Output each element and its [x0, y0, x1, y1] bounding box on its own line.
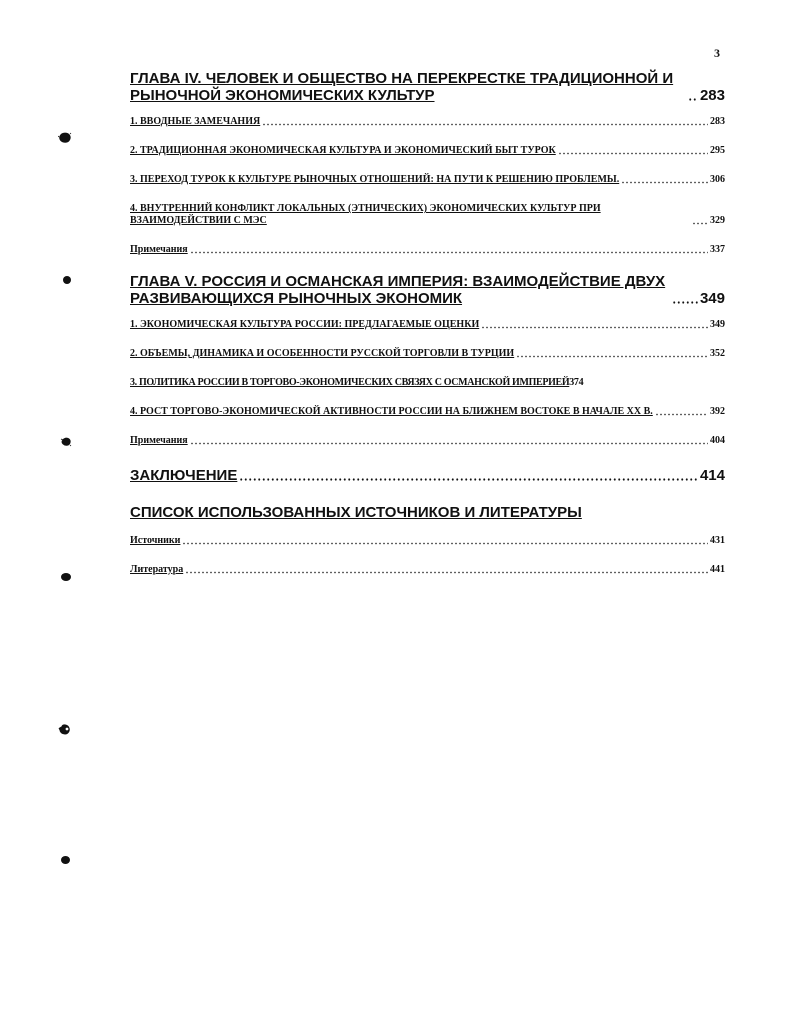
toc-section-4-1[interactable] [130, 116, 725, 128]
leader-dots [516, 349, 708, 358]
leader-dots [481, 320, 708, 329]
toc-entry-title: 1. ЭКОНОМИЧЕСКАЯ КУЛЬТУРА РОССИИ: ПРЕДЛАГАЕМЫЕ ОЦЕНКИ [130, 319, 480, 330]
leader-dots [185, 565, 708, 574]
toc-notes-5[interactable] [130, 435, 725, 447]
toc-section-4-2[interactable] [130, 145, 725, 157]
punch-hole-mark-icon [62, 275, 72, 285]
table-of-contents [130, 70, 725, 576]
toc-entry-title: ГЛАВА IV. ЧЕЛОВЕК И ОБЩЕСТВО НА ПЕРЕКРЕСТКЕ ТРАДИЦИОННОЙ И РЫНОЧНОЙ ЭКОНОМИЧЕСКИХ КУЛЬТУР [130, 70, 674, 104]
leader-dots [672, 290, 698, 304]
toc-entry-page: 349 [699, 290, 725, 307]
punch-hole-mark-icon [60, 855, 71, 865]
punch-hole-mark-icon [60, 572, 72, 582]
toc-entry-page: 295 [710, 145, 725, 156]
toc-entry-title: Примечания [130, 435, 188, 446]
toc-section-4-3[interactable] [130, 174, 725, 186]
toc-entry-title: 3. ПЕРЕХОД ТУРОК К КУЛЬТУРЕ РЫНОЧНЫХ ОТНОШЕНИЙ: НА ПУТИ К РЕШЕНИЮ ПРОБЛЕМЫ. [130, 174, 620, 185]
toc-section-4-4[interactable] [130, 203, 725, 227]
toc-entry-title: 3. ПОЛИТИКА РОССИИ В ТОРГОВО-ЭКОНОМИЧЕСКИХ СВЯЗЯХ С ОСМАНСКОЙ ИМПЕРИЕЙ [130, 377, 570, 388]
toc-entry-title: 4. РОСТ ТОРГОВО-ЭКОНОМИЧЕСКОЙ АКТИВНОСТИ РОССИИ НА БЛИЖНЕМ ВОСТОКЕ В НАЧАЛЕ XX В. [130, 406, 653, 417]
punch-hole-mark-icon [58, 132, 72, 144]
toc-entry-page: 306 [710, 174, 725, 185]
toc-entry-title: Литература [130, 564, 184, 575]
toc-entry-title: 2. ТРАДИЦИОННАЯ ЭКОНОМИЧЕСКАЯ КУЛЬТУРА И ЭКОНОМИЧЕСКИЙ БЫТ ТУРОК [130, 145, 556, 156]
leader-dots [655, 407, 708, 416]
toc-entry-title: СПИСОК ИСПОЛЬЗОВАННЫХ ИСТОЧНИКОВ И ЛИТЕРАТУРЫ [130, 504, 582, 521]
toc-entry-title: 2. ОБЪЕМЫ, ДИНАМИКА И ОСОБЕННОСТИ РУССКОЙ ТОРГОВЛИ В ТУРЦИИ [130, 348, 515, 359]
page-number: 3 [714, 46, 720, 60]
leader-dots [558, 146, 708, 155]
toc-entry-page: 404 [710, 435, 725, 446]
leader-dots [262, 117, 708, 126]
leader-dots [190, 245, 708, 254]
toc-entry-page: 349 [710, 319, 725, 330]
toc-entry-title: Источники [130, 535, 181, 546]
toc-entry-page: 431 [710, 535, 725, 546]
toc-sources[interactable] [130, 535, 725, 547]
toc-chapter-4[interactable] [130, 70, 725, 104]
punch-hole-mark-icon [58, 724, 72, 736]
toc-entry-page: 414 [699, 467, 725, 484]
toc-entry-page: 392 [710, 406, 725, 417]
toc-entry-page: 329 [710, 215, 725, 226]
toc-section-5-3[interactable] [130, 377, 725, 389]
toc-conclusion[interactable] [130, 467, 725, 484]
toc-entry-title: 4. ВНУТРЕННИЙ КОНФЛИКТ ЛОКАЛЬНЫХ (ЭТНИЧЕСКИХ) ЭКОНОМИЧЕСКИХ КУЛЬТУР ПРИ ВЗАИМОДЕЙСТВИИ С МЭС [130, 203, 601, 226]
toc-section-5-2[interactable] [130, 348, 725, 360]
leader-dots [688, 87, 698, 101]
toc-entry-page: 337 [710, 244, 725, 255]
leader-dots [190, 436, 708, 445]
leader-dots [621, 175, 708, 184]
toc-entry-title: Примечания [130, 244, 188, 255]
toc-section-5-4[interactable] [130, 406, 725, 418]
toc-literature[interactable] [130, 564, 725, 576]
leader-dots [239, 467, 698, 481]
toc-entry-page: 441 [710, 564, 725, 575]
toc-entry-page: 352 [710, 348, 725, 359]
toc-entry-title: 1. ВВОДНЫЕ ЗАМЕЧАНИЯ [130, 116, 261, 127]
toc-bibliography[interactable] [130, 504, 725, 521]
toc-entry-page: 283 [710, 116, 725, 127]
toc-entry-title: ЗАКЛЮЧЕНИЕ [130, 467, 238, 484]
toc-notes-4[interactable] [130, 244, 725, 256]
toc-entry-page: 374 [569, 377, 584, 388]
leader-dots [692, 216, 708, 225]
leader-dots [182, 536, 708, 545]
toc-section-5-1[interactable] [130, 319, 725, 331]
toc-chapter-5[interactable] [130, 273, 725, 307]
toc-entry-page: 283 [699, 87, 725, 104]
toc-entry-title: ГЛАВА V. РОССИЯ И ОСМАНСКАЯ ИМПЕРИЯ: ВЗАИМОДЕЙСТВИЕ ДВУХ РАЗВИВАЮЩИХСЯ РЫНОЧНЫХ ЭКОНОМИК [130, 273, 666, 307]
punch-hole-mark-icon [60, 437, 72, 447]
